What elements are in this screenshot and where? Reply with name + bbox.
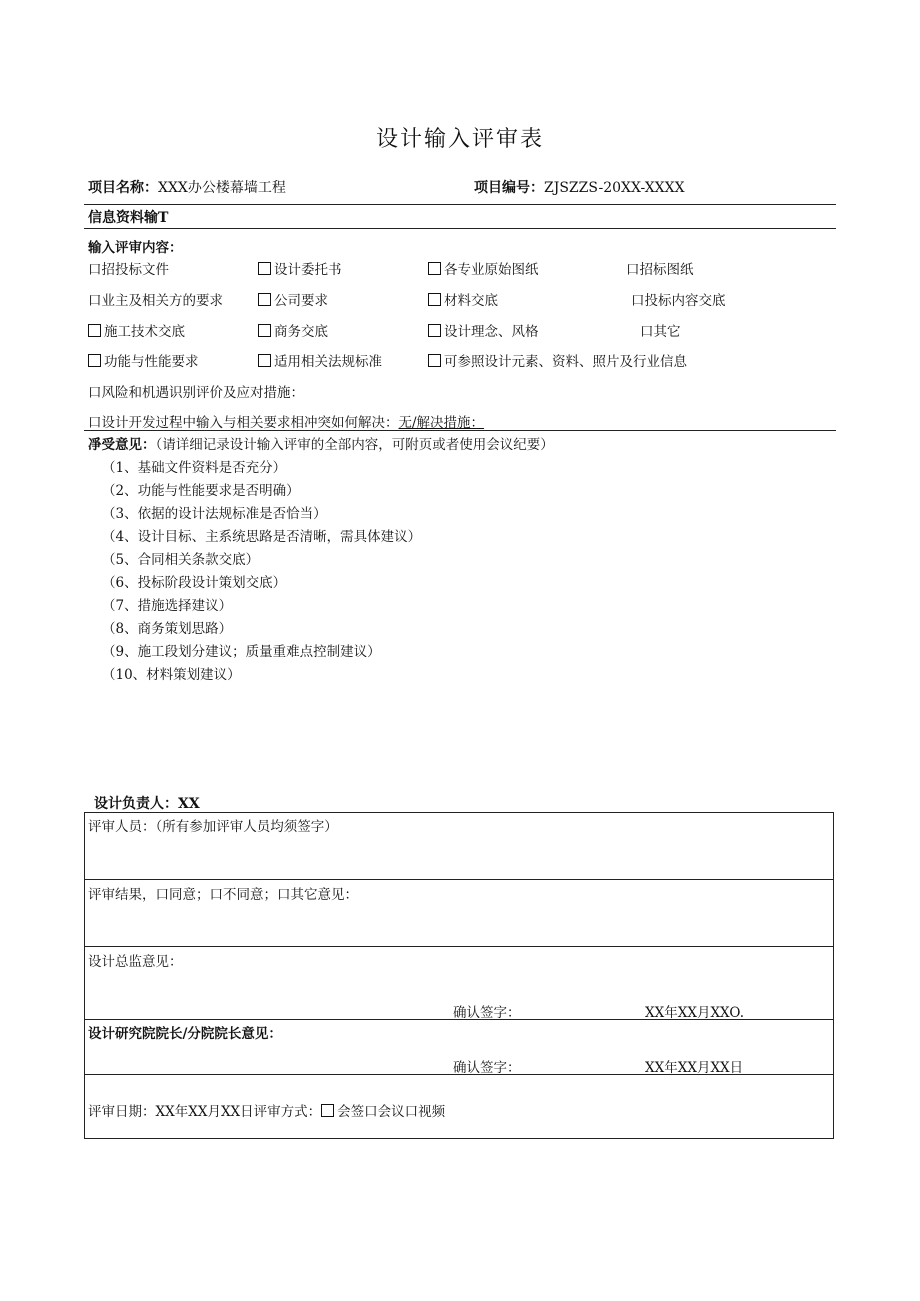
- check-label: 商务交底: [274, 324, 328, 340]
- opinion-note: （请详细记录设计输入评审的全部内容，可附页或者使用会议纪要）: [155, 437, 554, 453]
- president-opinion: 设计研究院院长/分院院长意见：: [88, 1026, 282, 1042]
- conflict-answer: 无/解决措施：: [398, 415, 485, 431]
- opinion-item: （1、基础文件资料是否充分）: [102, 460, 287, 476]
- section-divider: [85, 1019, 833, 1020]
- check-design-concept[interactable]: [428, 320, 539, 340]
- check-bid-content-briefing[interactable]: 口投标内容交底: [631, 293, 726, 309]
- checkbox[interactable]: [428, 293, 441, 306]
- project-code-label: 项目编号：: [474, 180, 544, 196]
- check-other[interactable]: 口其它: [640, 324, 681, 340]
- design-lead: 设计负责人：XX: [94, 796, 200, 812]
- checkbox[interactable]: [258, 262, 271, 275]
- conflict-question[interactable]: 口设计开发过程中输入与相关要求相冲突如何解决：: [88, 415, 399, 431]
- page-title: 设计输入评审表: [375, 127, 544, 152]
- checkbox[interactable]: [258, 293, 271, 306]
- project-code-value: ZJSZZS-20XX-XXXX: [544, 180, 685, 196]
- confirm-sign-label: 确认签字：: [453, 1005, 521, 1021]
- info-heading: 信息资料输T: [88, 210, 169, 226]
- confirm-sign-label: 确认签字：: [453, 1060, 521, 1076]
- check-owner-requirements[interactable]: 口业主及相关方的要求: [88, 293, 223, 309]
- review-date-line: [88, 1100, 445, 1120]
- opinion-header: [88, 433, 554, 453]
- check-commercial-briefing[interactable]: [258, 320, 328, 340]
- project-name-label: 项目名称：: [88, 180, 158, 196]
- check-label: 功能与性能要求: [104, 354, 199, 370]
- opinion-item: （4、设计目标、主系统思路是否清晰，需具体建议）: [102, 529, 422, 545]
- opinion-item: （8、商务策划思路）: [102, 621, 233, 637]
- project-name-value: XXX办公楼幕墙工程: [158, 180, 286, 196]
- sign-date: XX年XX月XX日: [645, 1060, 744, 1076]
- check-regulations[interactable]: [258, 350, 382, 370]
- check-company-requirements[interactable]: [258, 289, 328, 309]
- review-date: 评审日期：XX年XX月XX日评审方式：: [88, 1104, 322, 1120]
- section-divider: [85, 1074, 833, 1075]
- check-original-drawings[interactable]: [428, 258, 539, 278]
- checkbox[interactable]: [321, 1104, 334, 1117]
- check-design-commission[interactable]: [258, 258, 342, 278]
- opinion-item: （3、依据的设计法规标准是否恰当）: [102, 506, 327, 522]
- opinion-heading: 凈受意见：: [88, 437, 156, 453]
- opinion-item: （10、材料策划建议）: [102, 667, 241, 683]
- opinion-item: （2、功能与性能要求是否明确）: [102, 483, 300, 499]
- checkbox[interactable]: [88, 354, 101, 367]
- conflict-line: [88, 411, 484, 431]
- review-result[interactable]: 评审结果，口同意；口不同意；口其它意见：: [88, 887, 358, 903]
- opinion-item: （7、措施选择建议）: [102, 598, 233, 614]
- review-box: [84, 812, 834, 1139]
- opinion-item: （9、施工段划分建议；质量重难点控制建议）: [102, 644, 381, 660]
- check-label: 材料交底: [444, 293, 498, 309]
- reviewers-label: 评审人员：（所有参加评审人员均须签字）: [88, 819, 338, 835]
- check-label: 适用相关法规标准: [274, 354, 382, 370]
- supervisor-opinion: 设计总监意见：: [88, 954, 183, 970]
- checkbox[interactable]: [428, 324, 441, 337]
- review-mode[interactable]: 会签口会议口视频: [337, 1104, 446, 1120]
- check-label: 设计委托书: [274, 262, 342, 278]
- opinion-item: （6、投标阶段设计策划交底）: [102, 575, 287, 591]
- checkbox[interactable]: [258, 324, 271, 337]
- check-label: 公司要求: [274, 293, 328, 309]
- risk-line[interactable]: 口风险和机遇识别评价及应对措施：: [88, 385, 304, 401]
- project-name: [88, 177, 286, 197]
- checkbox[interactable]: [428, 354, 441, 367]
- check-label: 各专业原始图纸: [444, 262, 539, 278]
- divider: [84, 228, 836, 229]
- divider: [84, 204, 836, 205]
- check-bid-docs[interactable]: 口招投标文件: [88, 262, 169, 278]
- check-label: 施工技术交底: [104, 324, 185, 340]
- section-divider: [85, 879, 833, 880]
- check-material-briefing[interactable]: [428, 289, 498, 309]
- check-function-performance[interactable]: [88, 350, 199, 370]
- checkbox[interactable]: [428, 262, 441, 275]
- check-label: 可参照设计元素、资料、照片及行业信息: [444, 354, 687, 370]
- checkbox[interactable]: [88, 324, 101, 337]
- check-construction-briefing[interactable]: [88, 320, 185, 340]
- check-label: 设计理念、风格: [444, 324, 539, 340]
- input-heading: 输入评审内容：: [88, 240, 183, 256]
- check-reference-elements[interactable]: [428, 350, 687, 370]
- section-divider: [85, 946, 833, 947]
- project-code: [474, 177, 685, 197]
- sign-date: XX年XX月XXO.: [645, 1005, 744, 1021]
- opinion-item: （5、合同相关条款交底）: [102, 552, 260, 568]
- check-tender-drawings[interactable]: 口招标图纸: [626, 262, 694, 278]
- checkbox[interactable]: [258, 354, 271, 367]
- divider: [84, 430, 836, 431]
